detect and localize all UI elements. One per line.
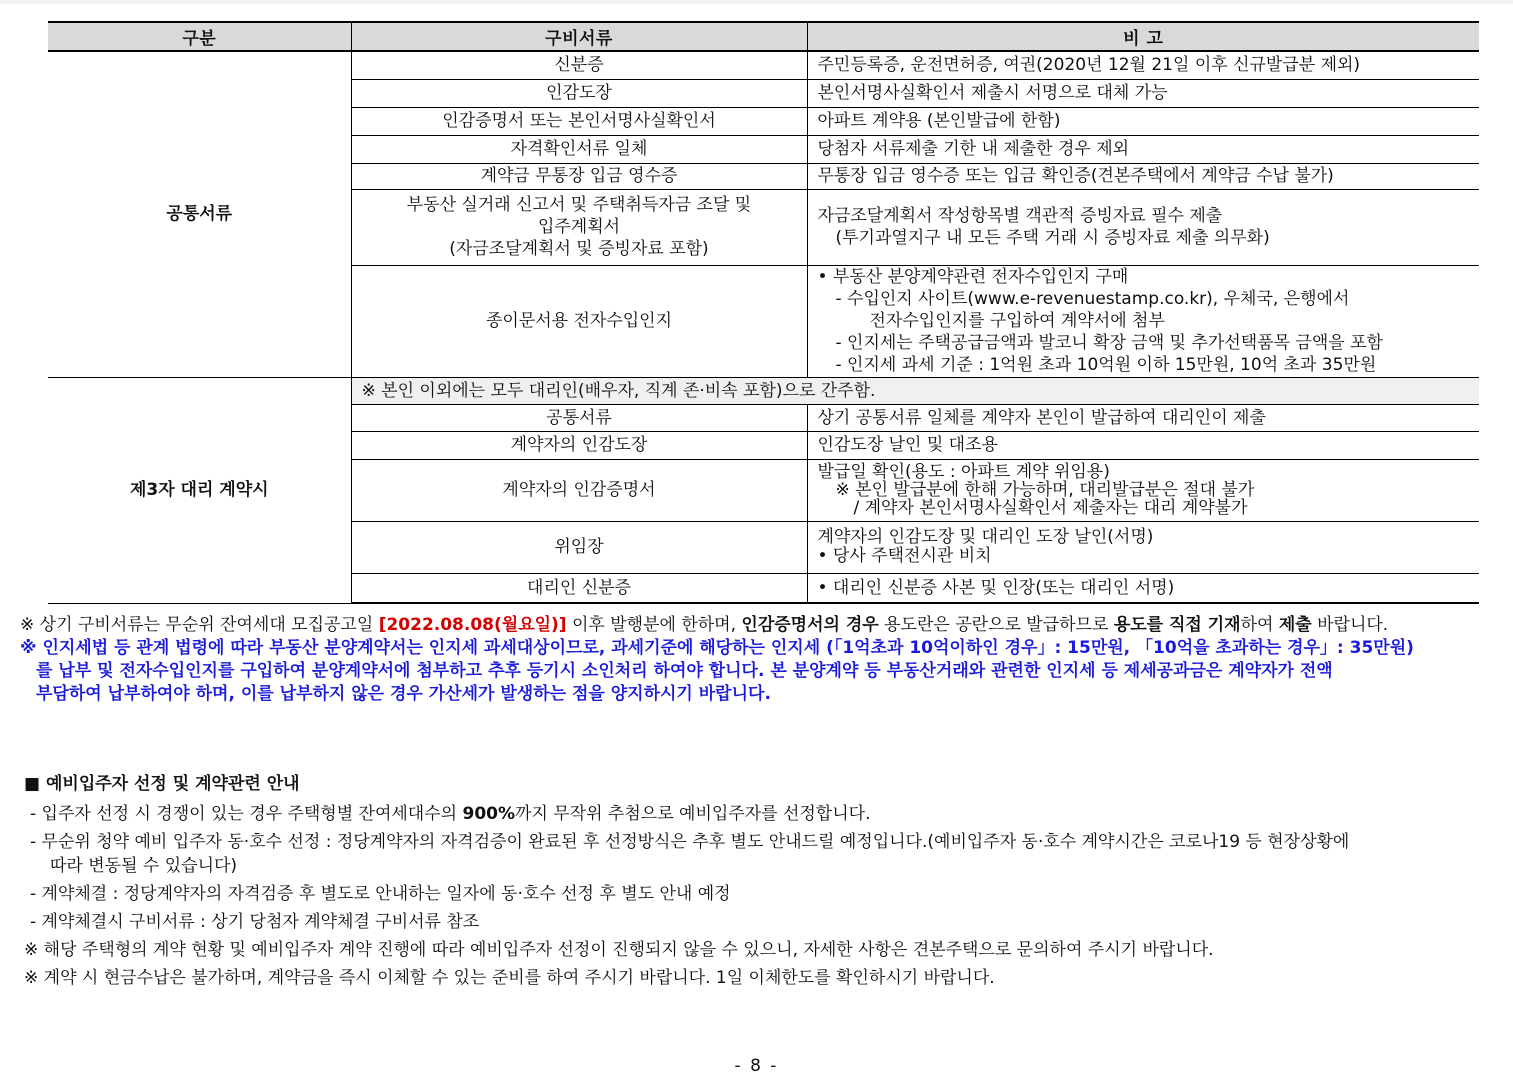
- doc-cell: 인감증명서 또는 본인서명사실확인서: [351, 107, 807, 135]
- doc-cell: 자격확인서류 일체: [351, 135, 807, 163]
- doc-cell: 인감도장: [351, 79, 807, 107]
- remark-cell: • 대리인 신분증 사본 및 인장(또는 대리인 서명): [807, 573, 1479, 603]
- remark-cell: [807, 521, 1479, 573]
- remark-cell: 인감도장 날인 및 대조용: [807, 431, 1479, 459]
- doc-cell: [351, 189, 807, 265]
- remark-cell: [807, 459, 1479, 521]
- remark-cell: [807, 265, 1479, 377]
- page-number: - 8 -: [734, 1056, 779, 1076]
- remark-line: • 부동산 분양계약관련 전자수입인지 구매: [817, 267, 1129, 287]
- remark-cell: 아파트 계약용 (본인발급에 한함): [807, 107, 1479, 135]
- doc-line: (자금조달계획서 및 증빙자료 포함): [449, 239, 709, 259]
- list-item: - 계약체결시 구비서류 : 상기 당첨자 계약체결 구비서류 참조: [30, 912, 480, 932]
- reserve-tenant-section: [24, 770, 1494, 992]
- doc-cell: 계약자의 인감도장: [351, 431, 807, 459]
- remark-line: 발급일 확인(용도 : 아파트 계약 위임용): [817, 462, 1110, 482]
- doc-cell: 계약금 무통장 입금 영수증: [351, 163, 807, 189]
- remark-cell: 당첨자 서류제출 기한 내 제출한 경우 제외: [807, 135, 1479, 163]
- doc-cell: 대리인 신분증: [351, 573, 807, 603]
- doc-line: 입주계획서: [537, 217, 621, 237]
- doc-cell: 위임장: [351, 521, 807, 573]
- header-remarks: 비 고: [807, 22, 1479, 51]
- remark-cell: 무통장 입금 영수증 또는 입금 확인증(견본주택에서 계약금 수납 불가): [807, 163, 1479, 189]
- remark-cell: 상기 공통서류 일체를 계약자 본인이 발급하여 대리인이 제출: [807, 404, 1479, 431]
- note-stamp-tax: ※ 인지세법 등 관계 법령에 따라 부동산 분양계약서는 인지세 과세대상이므로, 과세기준에 해당하는 인지세 (「1억초과 10억이하인 경우」: 15만원, 「10억을 초과하는 경우」: 35만원) 를 납부 및 전자수입인지를 구입하여 분양계약서에 첨부하고 추후 등기시 소인처리 하여야 합니다. 본 분양계약 등 부동산거래와 관련한 인지세 등 제세공과금은 계약자가 전액 부담하여 납부하여야 하며, 이를 납부하지 않은 경우 가산세가 발생하는 점을 양지하시기 바랍니다.: [20, 638, 1414, 704]
- table-row: [48, 51, 1479, 79]
- category-proxy: 제3자 대리 계약시: [48, 377, 351, 603]
- doc-cell: 종이문서용 전자수입인지: [351, 265, 807, 377]
- list-item: - 입주자 선정 시 경쟁이 있는 경우 주택형별 잔여세대수의 900%까지 무작위 추첨으로 예비입주자를 선정합니다.: [30, 804, 871, 824]
- remark-line: • 당사 주택전시관 비치: [817, 546, 992, 566]
- note-documents-validity: ※ 상기 구비서류는 무순위 잔여세대 모집공고일 [2022.08.08(월요일)] 이후 발행분에 한하며, 인감증명서의 경우 용도란은 공란으로 발급하므로 용도를 직접 기재하여 제출 바랍니다.: [20, 615, 1389, 635]
- remark-cell: 주민등록증, 운전면허증, 여권(2020년 12월 21일 이후 신규발급분 제외): [807, 51, 1479, 79]
- doc-cell: 계약자의 인감증명서: [351, 459, 807, 521]
- proxy-note: ※ 본인 이외에는 모두 대리인(배우자, 직계 존·비속 포함)으로 간주함.: [351, 377, 1479, 404]
- category-common: 공통서류: [48, 51, 351, 377]
- doc-cell: 신분증: [351, 51, 807, 79]
- doc-cell: 공통서류: [351, 404, 807, 431]
- header-documents: 구비서류: [351, 22, 807, 51]
- table-header-row: [48, 22, 1479, 51]
- remark-line: 전자수입인지를 구입하여 계약서에 첨부: [869, 311, 1165, 331]
- remark-cell: [807, 189, 1479, 265]
- reference-note: ※ 해당 주택형의 계약 현황 및 예비입주자 계약 진행에 따라 예비입주자 선정이 진행되지 않을 수 있으니, 자세한 사항은 견본주택으로 문의하여 주시기 바랍니다.: [24, 940, 1214, 960]
- announcement-date: [2022.08.08(월요일)]: [378, 615, 567, 635]
- list-item: - 계약체결 : 정당계약자의 자격검증 후 별도로 안내하는 일자에 동·호수 선정 후 별도 안내 예정: [30, 884, 731, 904]
- doc-line: 부동산 실거래 신고서 및 주택취득자금 조달 및: [406, 195, 752, 215]
- remark-line: / 계약자 본인서명사실확인서 제출자는 대리 계약불가: [853, 498, 1248, 518]
- remark-line: 자금조달계획서 작성항목별 객관적 증빙자료 필수 제출: [817, 206, 1223, 226]
- list-item: - 무순위 청약 예비 입주자 동·호수 선정 : 정당계약자의 자격검증이 완료된 후 선정방식은 추후 별도 안내드릴 예정입니다.(예비입주자 동·호수 계약시간은 코로나19 등 현장상황에: [30, 832, 1350, 852]
- remark-line: (투기과열지구 내 모든 주택 거래 시 증빙자료 제출 의무화): [835, 228, 1270, 248]
- top-rule: [0, 0, 1513, 4]
- section-heading: ■ 예비입주자 선정 및 계약관련 안내: [24, 774, 300, 794]
- reference-note: ※ 계약 시 현금수납은 불가하며, 계약금을 즉시 이체할 수 있는 준비를 하여 주시기 바랍니다. 1일 이체한도를 확인하시기 바랍니다.: [24, 968, 995, 988]
- remark-line: - 인지세 과세 기준 : 1억원 초과 10억원 이하 15만원, 10억 초과 35만원: [835, 355, 1377, 375]
- required-documents-table: [48, 21, 1479, 604]
- remark-cell: 본인서명사실확인서 제출시 서명으로 대체 가능: [807, 79, 1479, 107]
- remark-line: 계약자의 인감도장 및 대리인 도장 날인(서명): [817, 527, 1154, 547]
- remark-line: ※ 본인 발급분에 한해 가능하며, 대리발급분은 절대 불가: [835, 480, 1255, 500]
- header-category: 구분: [48, 22, 351, 51]
- remark-line: - 인지세는 주택공급금액과 발코니 확장 금액 및 추가선택품목 금액을 포함: [835, 333, 1383, 353]
- list-item-continuation: 따라 변동될 수 있습니다): [50, 856, 238, 876]
- table-row: [48, 377, 1479, 404]
- remark-line: - 수입인지 사이트(www.e-revenuestamp.co.kr), 우체국, 은행에서: [835, 289, 1350, 309]
- table-notes: [20, 614, 1490, 706]
